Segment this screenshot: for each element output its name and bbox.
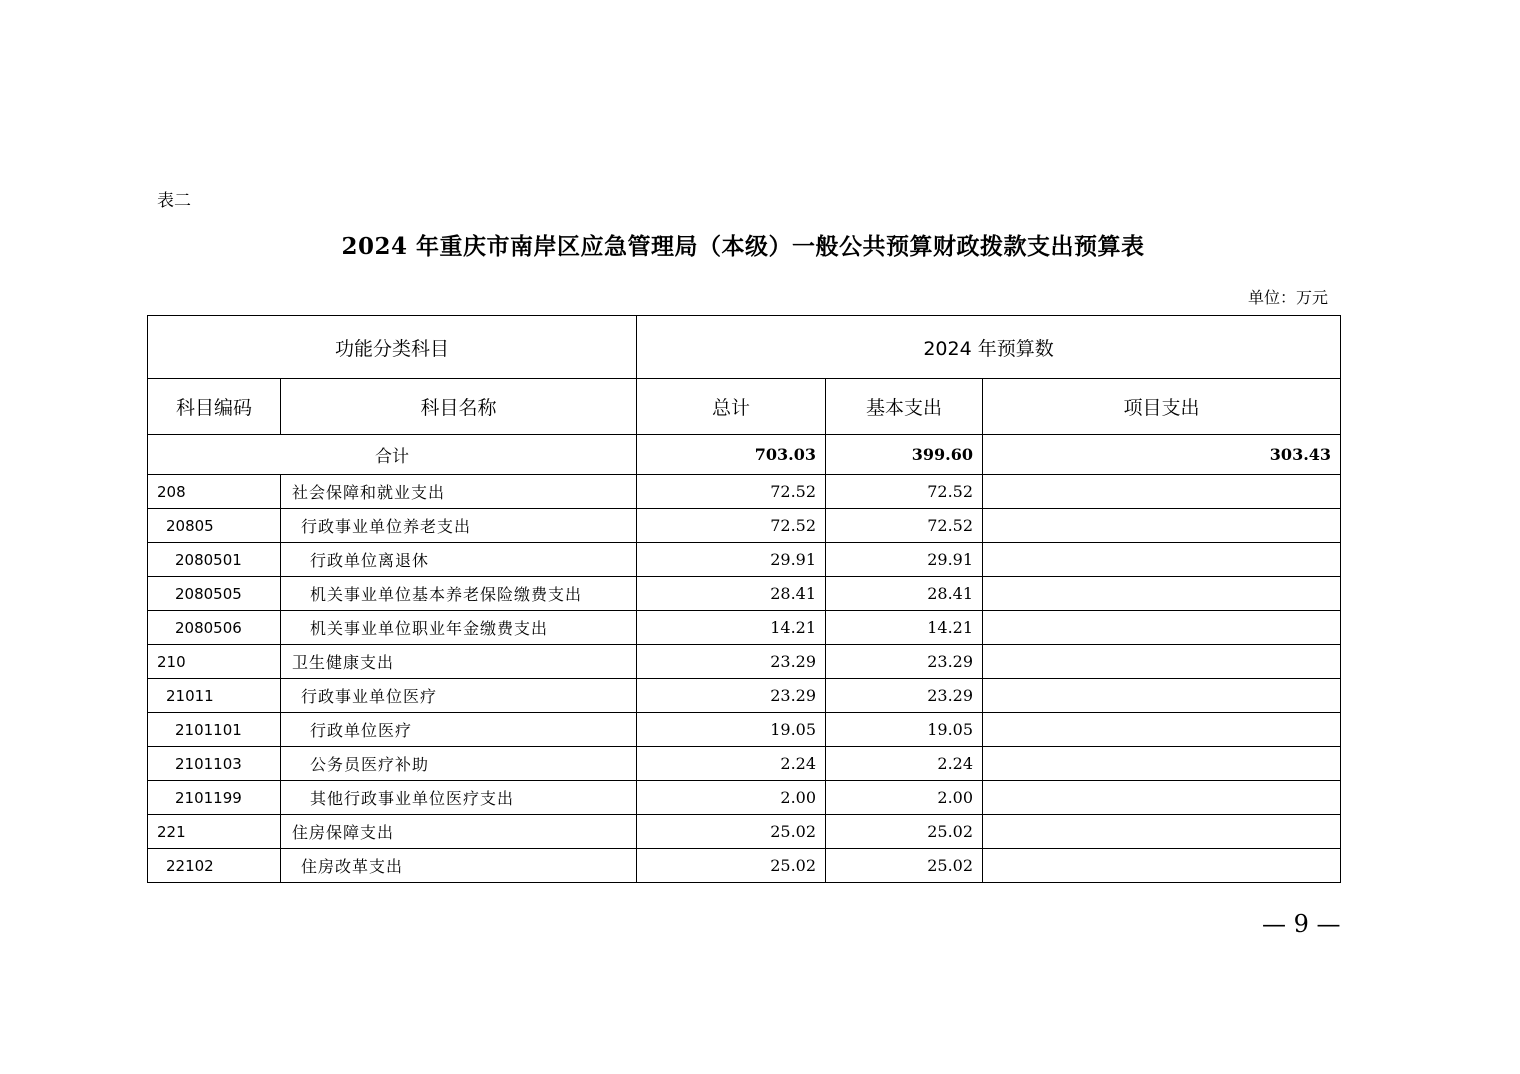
table-label: 表二 <box>157 191 191 211</box>
table-row <box>148 611 1341 645</box>
unit-label: 单位：万元 <box>1247 288 1328 307</box>
row-code: 2080505 <box>148 577 281 611</box>
row-project <box>983 713 1341 747</box>
header-name: 科目名称 <box>281 379 637 435</box>
header-group-row <box>148 316 1341 379</box>
row-total: 19.05 <box>637 713 826 747</box>
row-total: 28.41 <box>637 577 826 611</box>
row-name: 行政单位离退休 <box>281 543 637 577</box>
row-name: 机关事业单位基本养老保险缴费支出 <box>281 577 637 611</box>
table-row <box>148 543 1341 577</box>
row-total: 2.24 <box>637 747 826 781</box>
row-total: 25.02 <box>637 849 826 883</box>
row-project <box>983 543 1341 577</box>
row-name: 社会保障和就业支出 <box>281 475 637 509</box>
row-code: 210 <box>148 645 281 679</box>
row-code: 21011 <box>148 679 281 713</box>
document-title: 2024 年重庆市南岸区应急管理局（本级）一般公共预算财政拨款支出预算表 <box>341 233 1145 260</box>
row-basic: 25.02 <box>826 849 983 883</box>
table-row <box>148 475 1341 509</box>
table-row <box>148 747 1341 781</box>
row-project <box>983 509 1341 543</box>
table-row <box>148 815 1341 849</box>
table-row <box>148 781 1341 815</box>
total-sum: 703.03 <box>637 435 826 475</box>
row-name: 行政单位医疗 <box>281 713 637 747</box>
row-basic: 72.52 <box>826 509 983 543</box>
row-name: 行政事业单位医疗 <box>281 679 637 713</box>
row-basic: 28.41 <box>826 577 983 611</box>
row-basic: 14.21 <box>826 611 983 645</box>
row-total: 72.52 <box>637 509 826 543</box>
row-total: 23.29 <box>637 645 826 679</box>
row-code: 2101199 <box>148 781 281 815</box>
row-code: 20805 <box>148 509 281 543</box>
header-basic: 基本支出 <box>826 379 983 435</box>
row-basic: 19.05 <box>826 713 983 747</box>
header-project: 项目支出 <box>983 379 1341 435</box>
row-basic: 2.00 <box>826 781 983 815</box>
row-name: 住房保障支出 <box>281 815 637 849</box>
total-label: 合计 <box>148 435 637 475</box>
header-columns-row <box>148 379 1341 435</box>
row-basic: 72.52 <box>826 475 983 509</box>
row-project <box>983 577 1341 611</box>
row-project <box>983 679 1341 713</box>
row-code: 22102 <box>148 849 281 883</box>
table-row <box>148 713 1341 747</box>
row-name: 机关事业单位职业年金缴费支出 <box>281 611 637 645</box>
total-row <box>148 435 1341 475</box>
row-code: 221 <box>148 815 281 849</box>
table-row <box>148 577 1341 611</box>
row-project <box>983 645 1341 679</box>
row-total: 2.00 <box>637 781 826 815</box>
row-name: 行政事业单位养老支出 <box>281 509 637 543</box>
table-row <box>148 679 1341 713</box>
row-name: 卫生健康支出 <box>281 645 637 679</box>
row-total: 23.29 <box>637 679 826 713</box>
row-project <box>983 747 1341 781</box>
row-basic: 23.29 <box>826 679 983 713</box>
row-project <box>983 475 1341 509</box>
table-row <box>148 645 1341 679</box>
header-code: 科目编码 <box>148 379 281 435</box>
total-basic: 399.60 <box>826 435 983 475</box>
row-name: 住房改革支出 <box>281 849 637 883</box>
row-project <box>983 611 1341 645</box>
row-name: 其他行政事业单位医疗支出 <box>281 781 637 815</box>
row-project <box>983 815 1341 849</box>
row-code: 2101103 <box>148 747 281 781</box>
row-basic: 25.02 <box>826 815 983 849</box>
row-total: 14.21 <box>637 611 826 645</box>
table-row <box>148 509 1341 543</box>
row-code: 2080501 <box>148 543 281 577</box>
page-number: — 9 — <box>1262 910 1341 938</box>
budget-table <box>147 315 1341 883</box>
row-basic: 29.91 <box>826 543 983 577</box>
row-basic: 23.29 <box>826 645 983 679</box>
header-function-category: 功能分类科目 <box>148 316 637 379</box>
row-code: 2101101 <box>148 713 281 747</box>
row-total: 25.02 <box>637 815 826 849</box>
table-row <box>148 849 1341 883</box>
row-project <box>983 781 1341 815</box>
row-code: 208 <box>148 475 281 509</box>
row-code: 2080506 <box>148 611 281 645</box>
row-total: 29.91 <box>637 543 826 577</box>
row-project <box>983 849 1341 883</box>
row-name: 公务员医疗补助 <box>281 747 637 781</box>
row-basic: 2.24 <box>826 747 983 781</box>
total-project: 303.43 <box>983 435 1341 475</box>
header-total: 总计 <box>637 379 826 435</box>
row-total: 72.52 <box>637 475 826 509</box>
header-budget-year: 2024 年预算数 <box>637 316 1341 379</box>
